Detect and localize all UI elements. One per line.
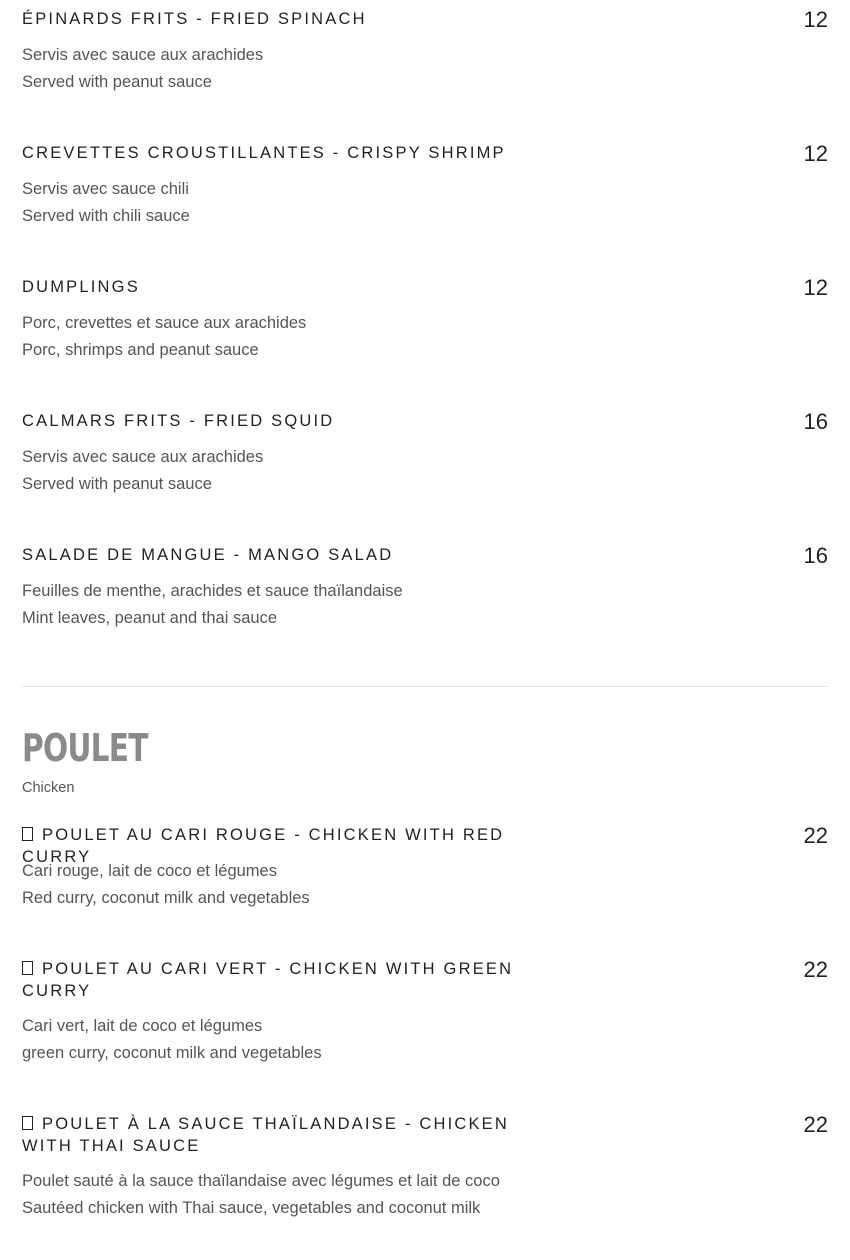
- item-description: [22, 42, 263, 96]
- item-name: [22, 1113, 552, 1157]
- menu-item-crispy-shrimp: [22, 134, 828, 268]
- menu-item-fried-squid: [22, 402, 828, 536]
- item-description-en: Served with chili sauce: [22, 207, 190, 225]
- item-description-en: green curry, coconut milk and vegetables: [22, 1044, 322, 1062]
- item-description: [22, 310, 306, 364]
- item-description: [22, 1168, 500, 1222]
- menu-item-fried-spinach: [22, 0, 828, 134]
- item-description-fr: Cari rouge, lait de coco et légumes: [22, 862, 277, 880]
- item-description-fr: Cari vert, lait de coco et légumes: [22, 1017, 263, 1035]
- item-name: DUMPLINGS: [22, 278, 140, 296]
- item-description: [22, 1013, 322, 1067]
- item-price: 16: [803, 543, 828, 568]
- starters-list: [22, 0, 828, 670]
- item-description-en: Sautéed chicken with Thai sauce, vegetables and coconut milk: [22, 1199, 481, 1217]
- item-price: 22: [803, 1112, 828, 1137]
- item-description-en: Mint leaves, peanut and thai sauce: [22, 609, 278, 627]
- item-description-en: Served with peanut sauce: [22, 475, 212, 493]
- item-price: 22: [803, 823, 828, 848]
- item-description: [22, 444, 263, 498]
- chicken-list: [22, 816, 828, 1260]
- item-description-fr: Servis avec sauce chili: [22, 180, 189, 198]
- item-description-fr: Servis avec sauce aux arachides: [22, 448, 264, 466]
- menu-item-dumplings: [22, 268, 828, 402]
- item-description-en: Red curry, coconut milk and vegetables: [22, 889, 310, 907]
- item-name: CALMARS FRITS - FRIED SQUID: [22, 412, 335, 430]
- item-name-text: POULET À LA SAUCE THAÏLANDAISE - CHICKEN WITH THAI SAUCE: [22, 1115, 510, 1155]
- item-price: 12: [803, 141, 828, 166]
- section-title: POULET: [22, 726, 148, 770]
- section-divider: [22, 686, 828, 687]
- item-name-text: POULET AU CARI ROUGE - CHICKEN WITH RED CURRY: [22, 826, 505, 866]
- item-description-en: Porc, shrimps and peanut sauce: [22, 341, 259, 359]
- item-name: SALADE DE MANGUE - MANGO SALAD: [22, 546, 394, 564]
- item-description-fr: Servis avec sauce aux arachides: [22, 46, 264, 64]
- item-name: [22, 958, 552, 1002]
- missing-glyph-icon: [22, 961, 33, 975]
- item-price: 16: [803, 409, 828, 434]
- item-description-en: Served with peanut sauce: [22, 73, 212, 91]
- missing-glyph-icon: [22, 1116, 33, 1130]
- item-price: 12: [803, 275, 828, 300]
- item-price: 22: [803, 957, 828, 982]
- menu-item-mango-salad: [22, 536, 828, 670]
- item-name: CREVETTES CROUSTILLANTES - CRISPY SHRIMP: [22, 144, 506, 162]
- item-description-fr: Poulet sauté à la sauce thaïlandaise avec légumes et lait de coco: [22, 1172, 500, 1190]
- item-name: ÉPINARDS FRITS - FRIED SPINACH: [22, 10, 367, 28]
- item-description: [22, 858, 310, 912]
- menu-item-thai-sauce-chicken: [22, 1105, 828, 1260]
- item-description: [22, 578, 403, 632]
- section-subtitle: Chicken: [22, 780, 75, 796]
- missing-glyph-icon: [22, 827, 33, 841]
- item-description-fr: Porc, crevettes et sauce aux arachides: [22, 314, 307, 332]
- item-description-fr: Feuilles de menthe, arachides et sauce thaïlandaise: [22, 582, 403, 600]
- item-description: [22, 176, 190, 230]
- menu-item-green-curry-chicken: [22, 950, 828, 1105]
- menu-item-red-curry-chicken: [22, 816, 828, 950]
- item-name-text: POULET AU CARI VERT - CHICKEN WITH GREEN CURRY: [22, 960, 514, 1000]
- item-price: 12: [803, 7, 828, 32]
